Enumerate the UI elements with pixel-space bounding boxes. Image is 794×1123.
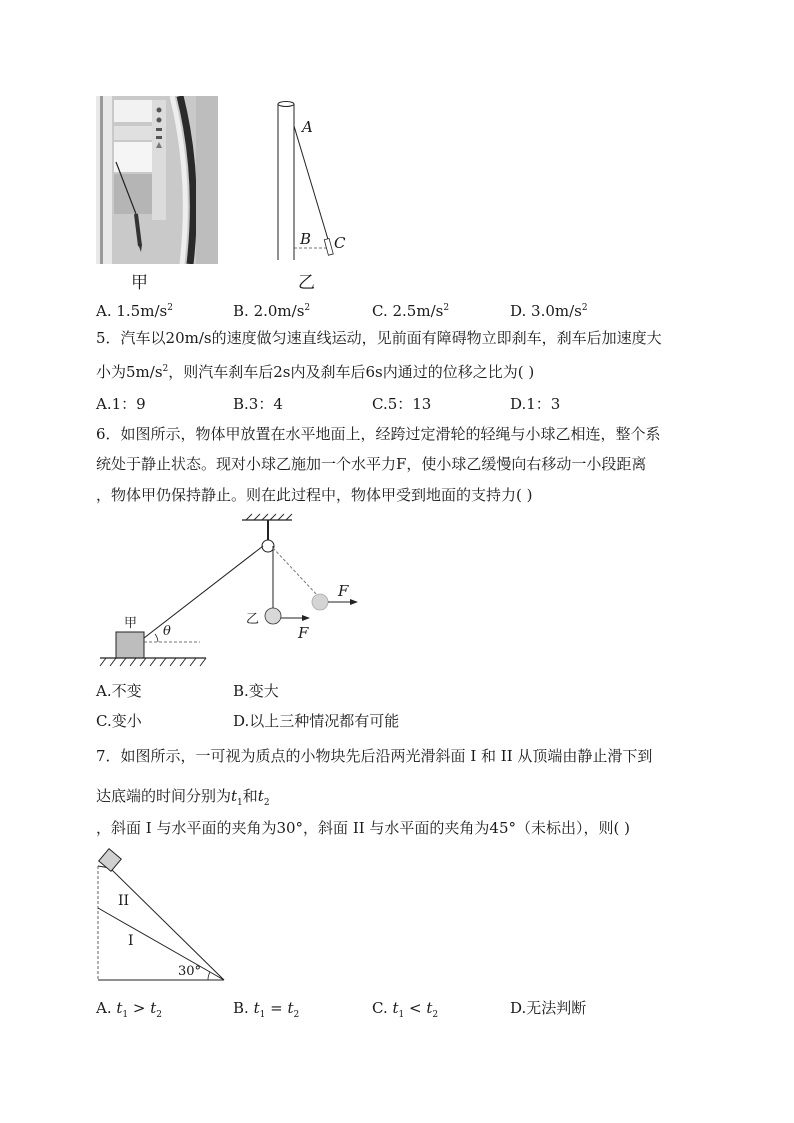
q5-option-a: A.1：9 — [96, 395, 146, 413]
q6-option-d: D.以上三种情况都有可能 — [233, 712, 400, 730]
pulley-label-force-1: F — [338, 582, 349, 600]
rod-label-c: C — [334, 234, 346, 252]
incline-diagram — [96, 846, 230, 986]
photo-figure — [96, 96, 218, 264]
q6-option-c: C.变小 — [96, 712, 142, 730]
q5-option-d: D.1：3 — [510, 395, 561, 413]
q7-option-b: B. $t_1 = t_2$ — [233, 999, 300, 1020]
q7-line-2: 达底端的时间分别为$t_1$和$t_2$ — [96, 787, 270, 808]
q6-line-1: 6．如图所示，物体甲放置在水平地面上，经跨过定滑轮的轻绳与小球乙相连，整个系 — [96, 425, 661, 443]
incline-label-slope-2: II — [118, 893, 130, 909]
q4-option-a: A. $1.5m/s^2$ — [96, 302, 173, 320]
q5-line-2: 小为$5m/s^2$，则汽车刹车后2s内及刹车后6s内通过的位移之比为( ) — [96, 363, 535, 381]
incline-figure — [96, 846, 230, 986]
q7-option-a: A. $t_1 > t_2$ — [96, 999, 163, 1020]
rod-label-b: B — [300, 230, 312, 248]
pulley-label-theta: θ — [163, 624, 171, 639]
q4-option-d: D. $3.0m/s^2$ — [510, 302, 588, 320]
q5-option-c: C.5：13 — [372, 395, 432, 413]
q6-line-3: ，物体甲仍保持静止。则在此过程中，物体甲受到地面的支持力( ) — [96, 486, 533, 504]
q5-line-1: 5．汽车以20m/s的速度做匀速直线运动，见前面有障碍物立即刹车，刹车后加速度大 — [96, 329, 662, 347]
pulley-diagram — [96, 512, 366, 672]
incline-label-slope-1: I — [128, 933, 134, 949]
rod-figure — [270, 96, 360, 264]
photo-caption: 甲 — [131, 273, 148, 293]
car-window-photo — [96, 96, 218, 264]
rod-caption: 乙 — [298, 273, 315, 293]
q4-option-c: C. $2.5m/s^2$ — [372, 302, 450, 320]
q7-option-d: D.无法判断 — [510, 999, 587, 1017]
pulley-figure — [96, 512, 366, 672]
q6-option-a: A.不变 — [96, 682, 142, 700]
q7-line-3: ，斜面 I 与水平面的夹角为30°，斜面 II 与水平面的夹角为45°（未标出），则( ) — [96, 819, 630, 837]
q7-line-1: 7．如图所示，一可视为质点的小物块先后沿两光滑斜面 I 和 II 从顶端由静止滑下到 — [96, 747, 653, 765]
q4-option-b: B. $2.0m/s^2$ — [233, 302, 311, 320]
q5-option-b: B.3：4 — [233, 395, 283, 413]
pulley-label-yi: 乙 — [246, 612, 260, 627]
rod-label-a: A — [302, 118, 313, 136]
incline-label-angle: 30° — [178, 964, 202, 979]
pulley-label-jia: 甲 — [124, 616, 138, 631]
q7-option-c: C. $t_1 < t_2$ — [372, 999, 439, 1020]
rod-diagram — [270, 96, 360, 264]
q6-option-b: B.变大 — [233, 682, 279, 700]
q6-line-2: 统处于静止状态。现对小球乙施加一个水平力F，使小球乙缓慢向右移动一小段距离 — [96, 455, 647, 473]
pulley-label-force-2: F — [298, 624, 309, 642]
